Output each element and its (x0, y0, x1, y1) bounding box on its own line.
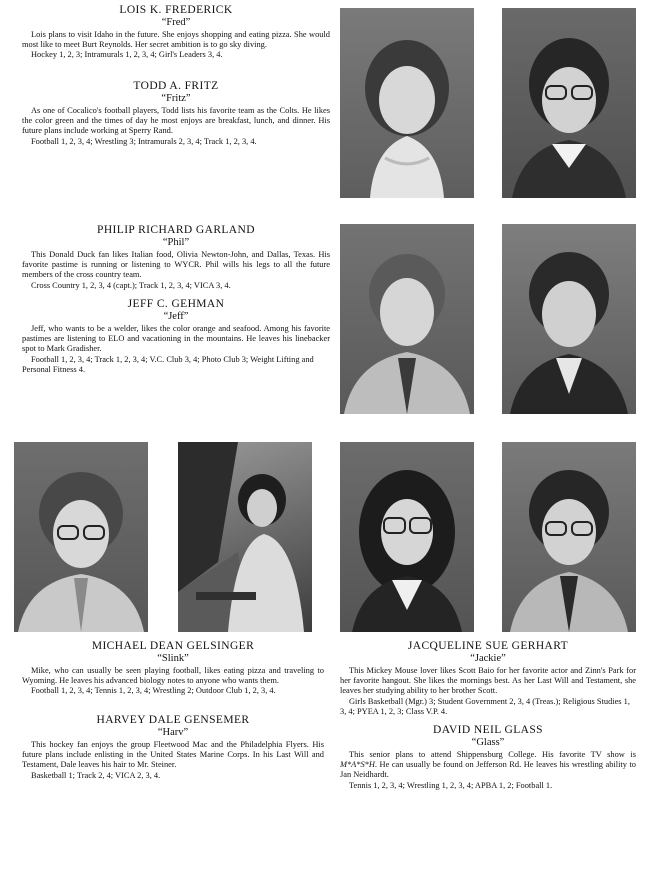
senior-activities: Cross Country 1, 2, 3, 4 (capt.); Track 1, 2, 3, 4; VICA 3, 4. (31, 280, 231, 290)
entry-david-glass (340, 724, 636, 791)
tv-show-title: M*A*S*H (340, 760, 375, 770)
senior-name: JEFF C. GEHMAN (127, 298, 225, 310)
candid-photo-harvey-gensemer (178, 442, 312, 632)
senior-nickname: “Phil” (162, 237, 190, 248)
senior-activities: Girls Basketball (Mgr.) 3; Student Government 2, 3, 4 (Treas.); Religious Studies 1, 3, 4; PYEA 1, 2, 3; Class V.P. 4. (340, 696, 630, 716)
senior-name: LOIS K. FREDERICK (119, 4, 233, 16)
senior-nickname: “Fred” (161, 17, 191, 28)
entry-philip-garland (22, 224, 330, 291)
senior-bio-end: . He can usually be found on Jefferson Rd. He leaves his wrestling ability to Jan Neidhardt. (340, 760, 636, 780)
senior-activities: Hockey 1, 2, 3; Intramurals 1, 2, 3, 4; Girl's Leaders 3, 4. (31, 50, 223, 60)
portrait-photo-jacqueline-gerhart (340, 442, 474, 632)
portrait-photo-philip-garland (340, 224, 474, 414)
entry-jacqueline-gerhart (340, 640, 636, 717)
senior-name: TODD A. FRITZ (133, 80, 219, 92)
senior-activities: Football 1, 2, 3, 4; Track 1, 2, 3, 4; V.C. Club 3, 4; Photo Club 3; Weight Lifting and Personal Fitness 4. (22, 354, 314, 374)
entry-jeff-gehman (22, 298, 330, 375)
senior-name: PHILIP RICHARD GARLAND (97, 224, 255, 236)
senior-nickname: “Slink” (157, 653, 189, 664)
portrait-photo-david-glass (502, 442, 636, 632)
senior-bio: This Donald Duck fan likes Italian food, Olivia Newton-John, and Dallas, Texas. His favorite pastime is running or listening to WYCR. Phil wills his legs to all the future members of the cross country team. (22, 250, 330, 280)
senior-bio (340, 750, 636, 781)
entry-todd-fritz (22, 80, 330, 147)
entry-lois-frederick (22, 4, 330, 61)
senior-bio: This Mickey Mouse lover likes Scott Baio for her favorite actor and Zinn's Park for her favorite hangout. She likes the mornings best. As her Last Will and Testament, she leaves her studying ability to her brother Scott. (340, 666, 636, 696)
senior-nickname: “Jackie” (470, 653, 506, 664)
senior-activities: Football 1, 2, 3, 4; Tennis 1, 2, 3, 4; Wrestling 2; Outdoor Club 1, 2, 3, 4. (31, 686, 276, 696)
senior-bio: Mike, who can usually be seen playing football, likes eating pizza and traveling to Wyoming. He leaves his advanced biology notes to anyone who wants them. (22, 666, 324, 686)
portrait-photo-michael-gelsinger (14, 442, 148, 632)
senior-bio: Jeff, who wants to be a welder, likes the color orange and seafood. Among his favorite pastimes are listening to ELO and vacationing in the mountains. He leaves his linebacker spot to Mark Gradisher. (22, 324, 330, 354)
senior-activities: Tennis 1, 2, 3, 4; Wrestling 1, 2, 3, 4; APBA 1, 2; Football 1. (349, 780, 553, 790)
senior-bio: As one of Cocalico's football players, Todd lists his favorite team as the Colts. He likes the color green and the times of day he most enjoys are breakfast, lunch, and dinner. His future plans include working at Sperry Rand. (22, 106, 330, 136)
senior-name: HARVEY DALE GENSEMER (96, 714, 250, 726)
entry-michael-gelsinger (22, 640, 324, 697)
senior-nickname: “Glass” (471, 737, 505, 748)
senior-activities: Football 1, 2, 3, 4; Wrestling 3; Intramurals 2, 3, 4; Track 1, 2, 3, 4. (31, 136, 257, 146)
senior-activities: Basketball 1; Track 2, 4; VICA 2, 3, 4. (31, 770, 161, 780)
senior-bio: Lois plans to visit Idaho in the future. She enjoys shopping and eating pizza. She would most like to meet Burt Reynolds. Her secret ambition is to go sky diving. (22, 30, 330, 50)
senior-bio: This hockey fan enjoys the group Fleetwood Mac and the Philadelphia Flyers. His future plans include enlisting in the United States Marine Corps. In his Last Will and Testament, Dale leaves his hair to Mr. Steiner. (22, 740, 324, 770)
senior-name: DAVID NEIL GLASS (433, 724, 543, 736)
senior-nickname: “Jeff” (163, 311, 189, 322)
senior-nickname: “Fritz” (161, 93, 191, 104)
senior-name: MICHAEL DEAN GELSINGER (91, 640, 255, 652)
portrait-photo-lois-frederick (340, 8, 474, 198)
portrait-photo-todd-fritz (502, 8, 636, 198)
senior-name: JACQUELINE SUE GERHART (407, 640, 569, 652)
senior-nickname: “Harv” (157, 727, 189, 738)
entry-harvey-gensemer (22, 714, 324, 781)
senior-bio-start: This senior plans to attend Shippensburg College. His favorite TV show is (349, 750, 636, 759)
portrait-photo-jeff-gehman (502, 224, 636, 414)
